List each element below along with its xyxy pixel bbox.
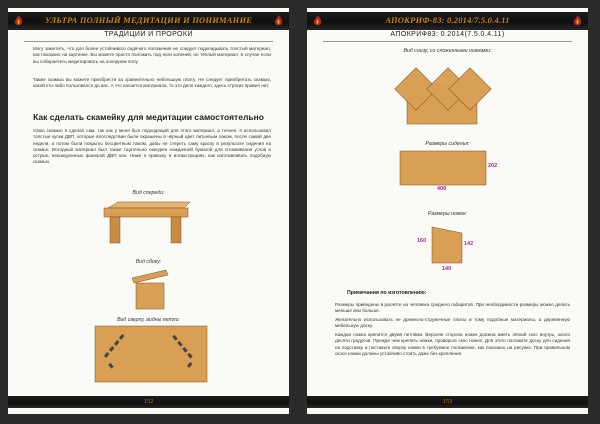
figure-caption: Размеры сиденья: <box>425 141 470 147</box>
flame-ornament-icon <box>272 14 285 27</box>
note-paragraph: Желательно использовать не древесно-стружечные плиты и тому подобные материалы, а деревянную мебельную доску. <box>335 317 570 329</box>
header-title: АПОКРИФ-83: 0.2014/7.5.0.4.11 <box>385 15 510 25</box>
bench-top-view <box>95 326 207 382</box>
bench-bottom-view <box>393 60 491 126</box>
page-number: 152 <box>143 398 154 405</box>
paragraph: Свою скамью я сделал сам, так как у меня был подходящий для этого материал, а точнее, я использовал толстые куски ДВП, которые впоследствии были окрашены в чёрный цвет литьевым лаком, после самой две недели, а потом были покрыты бесцветным лаком, дабы не стереть саму краску в результате сидения на скамье. Исходный материал был также тщательно ошкурен наждачной бумагой для сглаживания углов и острых, неошкуренных фанерой ДВП кон. Ниже я привожу в иллюстрациях, как изготавливать подобную скамью. <box>33 128 271 165</box>
bench-side-view <box>132 270 168 310</box>
paragraph: Могу заметить, что для более устойчивого сидячего положения не следует подкладывать толстый материал, как показано на картинке. Вы можете просто положить под ноги коленей, но тёплый материал, в случае если вы собираетесь медитировать на холодном полу. <box>33 46 271 64</box>
section-heading: Как сделать скамейку для медитации самостоятельно <box>33 112 264 122</box>
figure-caption: Вид сбоку: <box>135 259 162 265</box>
header-title: УЛЬТРА ПОЛНЫЙ МЕДИТАЦИИ И ПОНИМАНИЕ <box>44 15 253 25</box>
seat-dimensions-diagram <box>400 151 486 185</box>
left-page <box>8 8 289 414</box>
footer-band <box>307 396 588 408</box>
page-subtitle: ТРАДИЦИИ И ПРОРОКИ <box>104 31 193 38</box>
seat-width-label: 408 <box>437 186 447 192</box>
flame-ornament-icon <box>12 14 25 27</box>
notes-heading: Примечания по изготовлению: <box>347 290 427 296</box>
leg-width-label: 140 <box>442 266 452 272</box>
figure-caption: Размеры ножек: <box>427 211 468 217</box>
note-paragraph: Размеры приведены в расчёте на человека среднего габаритов. При необходимости размеры можно делать меньше или больше. <box>335 302 570 314</box>
figure-caption: Вид сверху, видны петли: <box>117 317 180 323</box>
page-number: 153 <box>442 398 453 405</box>
figure-caption: Вид снизу, со сложенными ножками: <box>403 48 492 54</box>
figure-caption: Вид спереди: <box>132 190 165 196</box>
leg-right-height-label: 142 <box>464 241 474 247</box>
divider <box>24 41 273 42</box>
header-band <box>8 12 289 30</box>
leg-left-height-label: 160 <box>417 238 427 244</box>
divider <box>323 41 572 42</box>
page-subtitle: АПОКРИФ83: 0.2014(7.5.0.4.11) <box>390 31 505 38</box>
footer-band <box>8 396 289 408</box>
paragraph: Также скамью вы можете приобрести за сравнительно небольшую плату. Не следует приобретать скамью, какой кто-либо пользовался до вас. А что касается материала, то это дело каждого, здесь строгих правил нет. <box>33 77 271 89</box>
leg-dimensions-diagram <box>432 227 462 263</box>
flame-ornament-icon <box>571 14 584 27</box>
right-page <box>307 8 588 414</box>
bench-front-view <box>104 202 194 246</box>
flame-ornament-icon <box>311 14 324 27</box>
header-band <box>307 12 588 30</box>
seat-depth-label: 202 <box>488 163 498 169</box>
note-paragraph: Каждая ножка крепится двумя петлями. Верхняя сторона ножек должна иметь лёгкий скос внутрь, около десяти градусов. Прежде чем крепить ножки, проверьте скос ножек. Для этого положите доску для сидения на подставку и поставьте сверху ножки в требуемое положение, как показано на рисунке. При правильном скосе ножки должны устойчиво стоять даже без крепления. <box>335 332 570 356</box>
